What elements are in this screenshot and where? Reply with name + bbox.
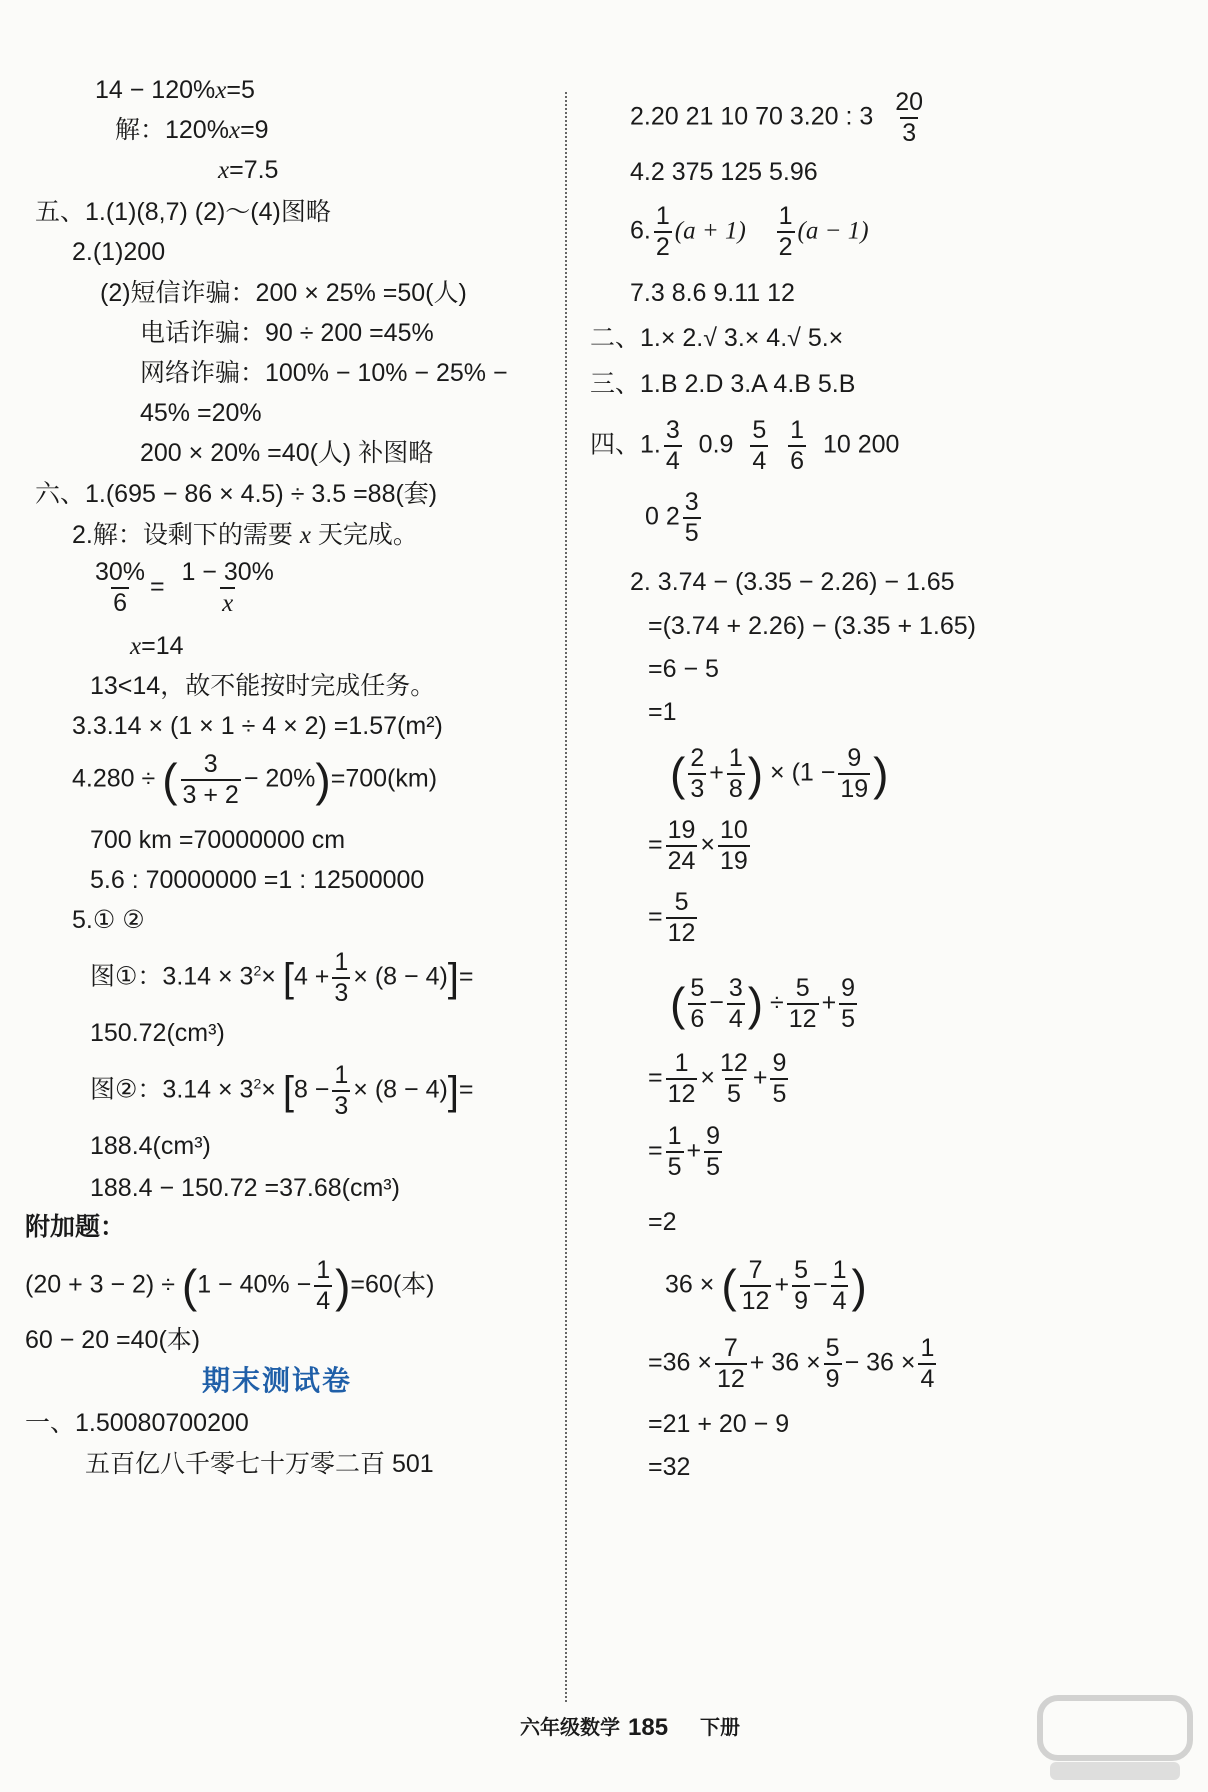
calc-expr-4: 36 × ( $\frac{7}{12}$ + $\frac{5}{9}$ − $\frac{1}{4}$ ) — [665, 1256, 867, 1315]
calc-line-3: =6 − 5 — [648, 655, 719, 683]
calc-line-1: 2. 3.74 − (3.35 − 2.26) − 1.65 — [630, 568, 955, 596]
section-two-answers: 二、1.× 2.√ 3.× 4.√ 5.× — [590, 324, 844, 352]
online-fraud-result: 45% =20% — [140, 399, 262, 427]
section-six-4: 4.280 ÷ ( $\frac{3}{3 + 2}$ − 20%)=700(km) — [72, 750, 438, 809]
section-four-1b: 0 2 $\frac{3}{5}$ — [645, 488, 699, 547]
conclusion-line: 13<14，故不能按时完成任务。 — [90, 672, 436, 700]
final-exam-title: 期末测试卷 — [202, 1366, 353, 1397]
section-four-1: 四、1. $\frac{3}{4}$ 0.9 $\frac{5}{4}$ $\frac{1}{6}$ 10 200 — [590, 416, 900, 475]
section-six-1: 六、1.(695 − 86 × 4.5) ÷ 3.5 =88(套) — [35, 480, 438, 508]
calc-expr-3-step: = $\frac{1}{12}$ × $\frac{12}{5}$ + $\frac{9}{5}$ — [648, 1049, 787, 1108]
scale-line: 5.6 : 70000000 =1 : 12500000 — [90, 866, 425, 894]
calc-expr-3-step2: = $\frac{1}{5}$ + $\frac{9}{5}$ — [648, 1122, 721, 1181]
eq-line-3: x=7.5 — [218, 156, 279, 184]
calc-line-2: =(3.74 + 2.26) − (3.35 + 1.65) — [648, 612, 977, 640]
bonus-heading: 附加题： — [25, 1214, 126, 1241]
page-number: 185 — [628, 1714, 669, 1741]
calc-expr-3: ( $\frac{5}{6}$ − $\frac{3}{4}$ ) ÷ $\frac{5}{12}$ + $\frac{9}{5}$ — [670, 974, 856, 1033]
eq-line-2: 解：120%x=9 — [115, 116, 269, 144]
online-fraud-count: 200 × 20% =40(人) 补图略 — [140, 439, 434, 467]
calc-expr-3-result: =2 — [648, 1208, 677, 1236]
figure-1-result: 150.72(cm³) — [90, 1019, 225, 1047]
online-fraud-line: 网络诈骗：100% − 10% − 25% − — [140, 359, 508, 387]
section-five-2: 2.(1)200 — [72, 238, 166, 266]
figure-2-calc: 图②：$3.14 \times 3^2\times [8$ − $\frac{1}{3}$ × (8 − 4)]= — [90, 1061, 474, 1120]
watermark-logo — [1030, 1690, 1200, 1785]
distance-conversion: 700 km =70000000 cm — [90, 826, 346, 854]
bonus-result: 60 − 20 =40(本) — [25, 1326, 201, 1354]
sms-fraud-line: (2)短信诈骗：200 × 25% =50(人) — [100, 279, 467, 307]
figure-1-calc: 图①：$3.14 \times 3^2\times [4$ + $\frac{1}{3}$ × (8 − 4)]= — [90, 948, 474, 1007]
footer-volume: 下册 — [700, 1717, 740, 1739]
calc-expr-4-result: =32 — [648, 1453, 691, 1481]
section-one-1: 一、1.50080700200 — [25, 1409, 249, 1437]
volume-difference: 188.4 − 150.72 =37.68(cm³) — [90, 1174, 400, 1202]
eq-line-1: 14 − 120%x=5 — [95, 76, 255, 104]
x-result: x=14 — [130, 632, 184, 660]
ratio-equation: $\frac{30\%}{6}$ = $\frac{1 - 30\%}{x}$ — [95, 558, 274, 617]
section-three-answers: 三、1.B 2.D 3.A 4.B 5.B — [590, 370, 856, 398]
section-six-5: 5.① ② — [72, 906, 145, 934]
calc-expr-4-step: =36 × $\frac{7}{12}$ + 36 × $\frac{5}{9}$ − 36 × $\frac{1}{4}$ — [648, 1334, 935, 1393]
calc-expr-2-step: = $\frac{19}{24}$ × $\frac{10}{19}$ — [648, 816, 748, 875]
section-six-3: 3.3.14 × (1 × 1 ÷ 4 × 2) =1.57(m²) — [72, 712, 443, 740]
section-five-1: 五、1.(1)(8,7) (2)～(4)图略 — [35, 198, 331, 226]
section-six-2: 2.解：设剩下的需要 x 天完成。 — [72, 521, 418, 549]
bonus-calc: (20 + 3 − 2) ÷ (1 − 40% − $\frac{1}{4}$ )=60(本) — [25, 1256, 435, 1315]
answers-6: 6. $\frac{1}{2}$ (a + 1) $\frac{1}{2}$ (a − 1) — [630, 202, 869, 261]
footer-grade: 六年级数学 — [520, 1717, 620, 1739]
calc-expr-2-result: = $\frac{5}{12}$ — [648, 888, 696, 947]
figure-2-result: 188.4(cm³) — [90, 1132, 211, 1160]
calc-expr-2: ( $\frac{2}{3}$ + $\frac{1}{8}$ ) × (1 − $\frac{9}{19}$ ) — [670, 744, 889, 803]
answers-2-3: 2.20 21 10 70 3.20 : 3 $\frac{20}{3}$ — [630, 88, 924, 147]
answers-4-5: 4.2 375 125 5.96 — [630, 158, 818, 186]
number-in-words: 五百亿八千零七十万零二百 501 — [85, 1450, 434, 1478]
column-divider — [565, 92, 567, 1702]
answers-7-9: 7.3 8.6 9.11 12 — [630, 279, 795, 307]
calc-expr-4-step2: =21 + 20 − 9 — [648, 1410, 790, 1438]
phone-fraud-line: 电话诈骗：90 ÷ 200 =45% — [140, 319, 434, 347]
calc-line-4: =1 — [648, 698, 677, 726]
